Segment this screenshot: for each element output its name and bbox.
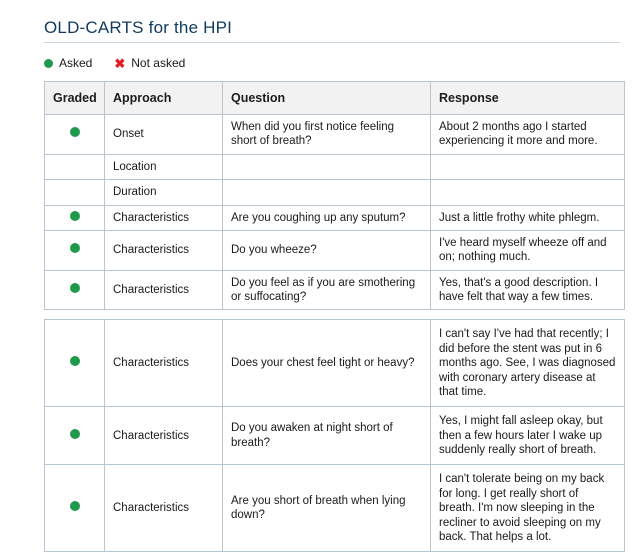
response-cell bbox=[431, 180, 625, 205]
green-dot-icon bbox=[70, 127, 80, 137]
response-cell: I can't tolerate being on my back for long. I get really short of breath. I'm now sleeping in the recliner to avoid sleeping on my back. That helps a lot. bbox=[431, 465, 625, 552]
response-cell: Yes, that's a good description. I have felt that way a few times. bbox=[431, 270, 625, 310]
table-row bbox=[45, 407, 625, 465]
graded-status-cell bbox=[45, 270, 105, 310]
column-header-question: Question bbox=[223, 82, 431, 115]
response-cell: I've heard myself wheeze off and on; nothing much. bbox=[431, 230, 625, 270]
question-cell: When did you first notice feeling short of breath? bbox=[223, 115, 431, 155]
question-cell bbox=[223, 154, 431, 179]
response-cell: Just a little frothy white phlegm. bbox=[431, 205, 625, 230]
approach-cell: Location bbox=[105, 154, 223, 179]
approach-cell: Characteristics bbox=[105, 407, 223, 465]
question-cell: Do you feel as if you are smothering or suffocating? bbox=[223, 270, 431, 310]
old-carts-table-top bbox=[44, 81, 625, 310]
graded-status-cell bbox=[45, 180, 105, 205]
green-dot-icon bbox=[70, 356, 80, 366]
red-x-icon: ✖ bbox=[114, 55, 126, 71]
graded-status-cell bbox=[45, 230, 105, 270]
page-title: OLD-CARTS for the HPI bbox=[44, 18, 233, 37]
question-cell: Are you short of breath when lying down? bbox=[223, 465, 431, 552]
question-cell: Are you coughing up any sputum? bbox=[223, 205, 431, 230]
response-cell: Yes, I might fall asleep okay, but then a few hours later I wake up suddenly really short of breath. bbox=[431, 407, 625, 465]
question-cell: Do you awaken at night short of breath? bbox=[223, 407, 431, 465]
question-cell: Does your chest feel tight or heavy? bbox=[223, 320, 431, 407]
approach-cell: Characteristics bbox=[105, 320, 223, 407]
approach-cell: Characteristics bbox=[105, 465, 223, 552]
approach-cell: Characteristics bbox=[105, 230, 223, 270]
green-dot-icon bbox=[70, 429, 80, 439]
response-cell: I can't say I've had that recently; I did before the stent was put in 6 months ago. See, I was diagnosed with coronary artery disease at that time. bbox=[431, 320, 625, 407]
column-header-response: Response bbox=[431, 82, 625, 115]
graded-status-cell bbox=[45, 205, 105, 230]
response-cell: About 2 months ago I started experiencing it more and more. bbox=[431, 115, 625, 155]
green-dot-icon bbox=[44, 59, 53, 68]
graded-status-cell bbox=[45, 465, 105, 552]
green-dot-icon bbox=[70, 243, 80, 253]
table-row bbox=[45, 320, 625, 407]
table-row bbox=[45, 270, 625, 310]
graded-status-cell bbox=[45, 407, 105, 465]
graded-status-cell bbox=[45, 154, 105, 179]
table-row bbox=[45, 115, 625, 155]
table-row bbox=[45, 180, 625, 205]
column-header-approach: Approach bbox=[105, 82, 223, 115]
column-header-graded: Graded bbox=[45, 82, 105, 115]
table-row bbox=[45, 230, 625, 270]
title-divider bbox=[44, 42, 620, 43]
legend-asked-label: Asked bbox=[59, 56, 93, 70]
old-carts-table-bottom bbox=[44, 319, 625, 552]
approach-cell: Duration bbox=[105, 180, 223, 205]
approach-cell: Characteristics bbox=[105, 205, 223, 230]
legend bbox=[44, 55, 625, 71]
green-dot-icon bbox=[70, 283, 80, 293]
graded-status-cell bbox=[45, 115, 105, 155]
table-block-gap bbox=[44, 310, 625, 319]
approach-cell: Onset bbox=[105, 115, 223, 155]
table-row bbox=[45, 205, 625, 230]
question-cell: Do you wheeze? bbox=[223, 230, 431, 270]
table-header-row bbox=[45, 82, 625, 115]
approach-cell: Characteristics bbox=[105, 270, 223, 310]
legend-not-asked-label: Not asked bbox=[131, 56, 186, 70]
green-dot-icon bbox=[70, 501, 80, 511]
response-cell bbox=[431, 154, 625, 179]
question-cell bbox=[223, 180, 431, 205]
table-row bbox=[45, 154, 625, 179]
table-row bbox=[45, 465, 625, 552]
green-dot-icon bbox=[70, 211, 80, 221]
graded-status-cell bbox=[45, 320, 105, 407]
